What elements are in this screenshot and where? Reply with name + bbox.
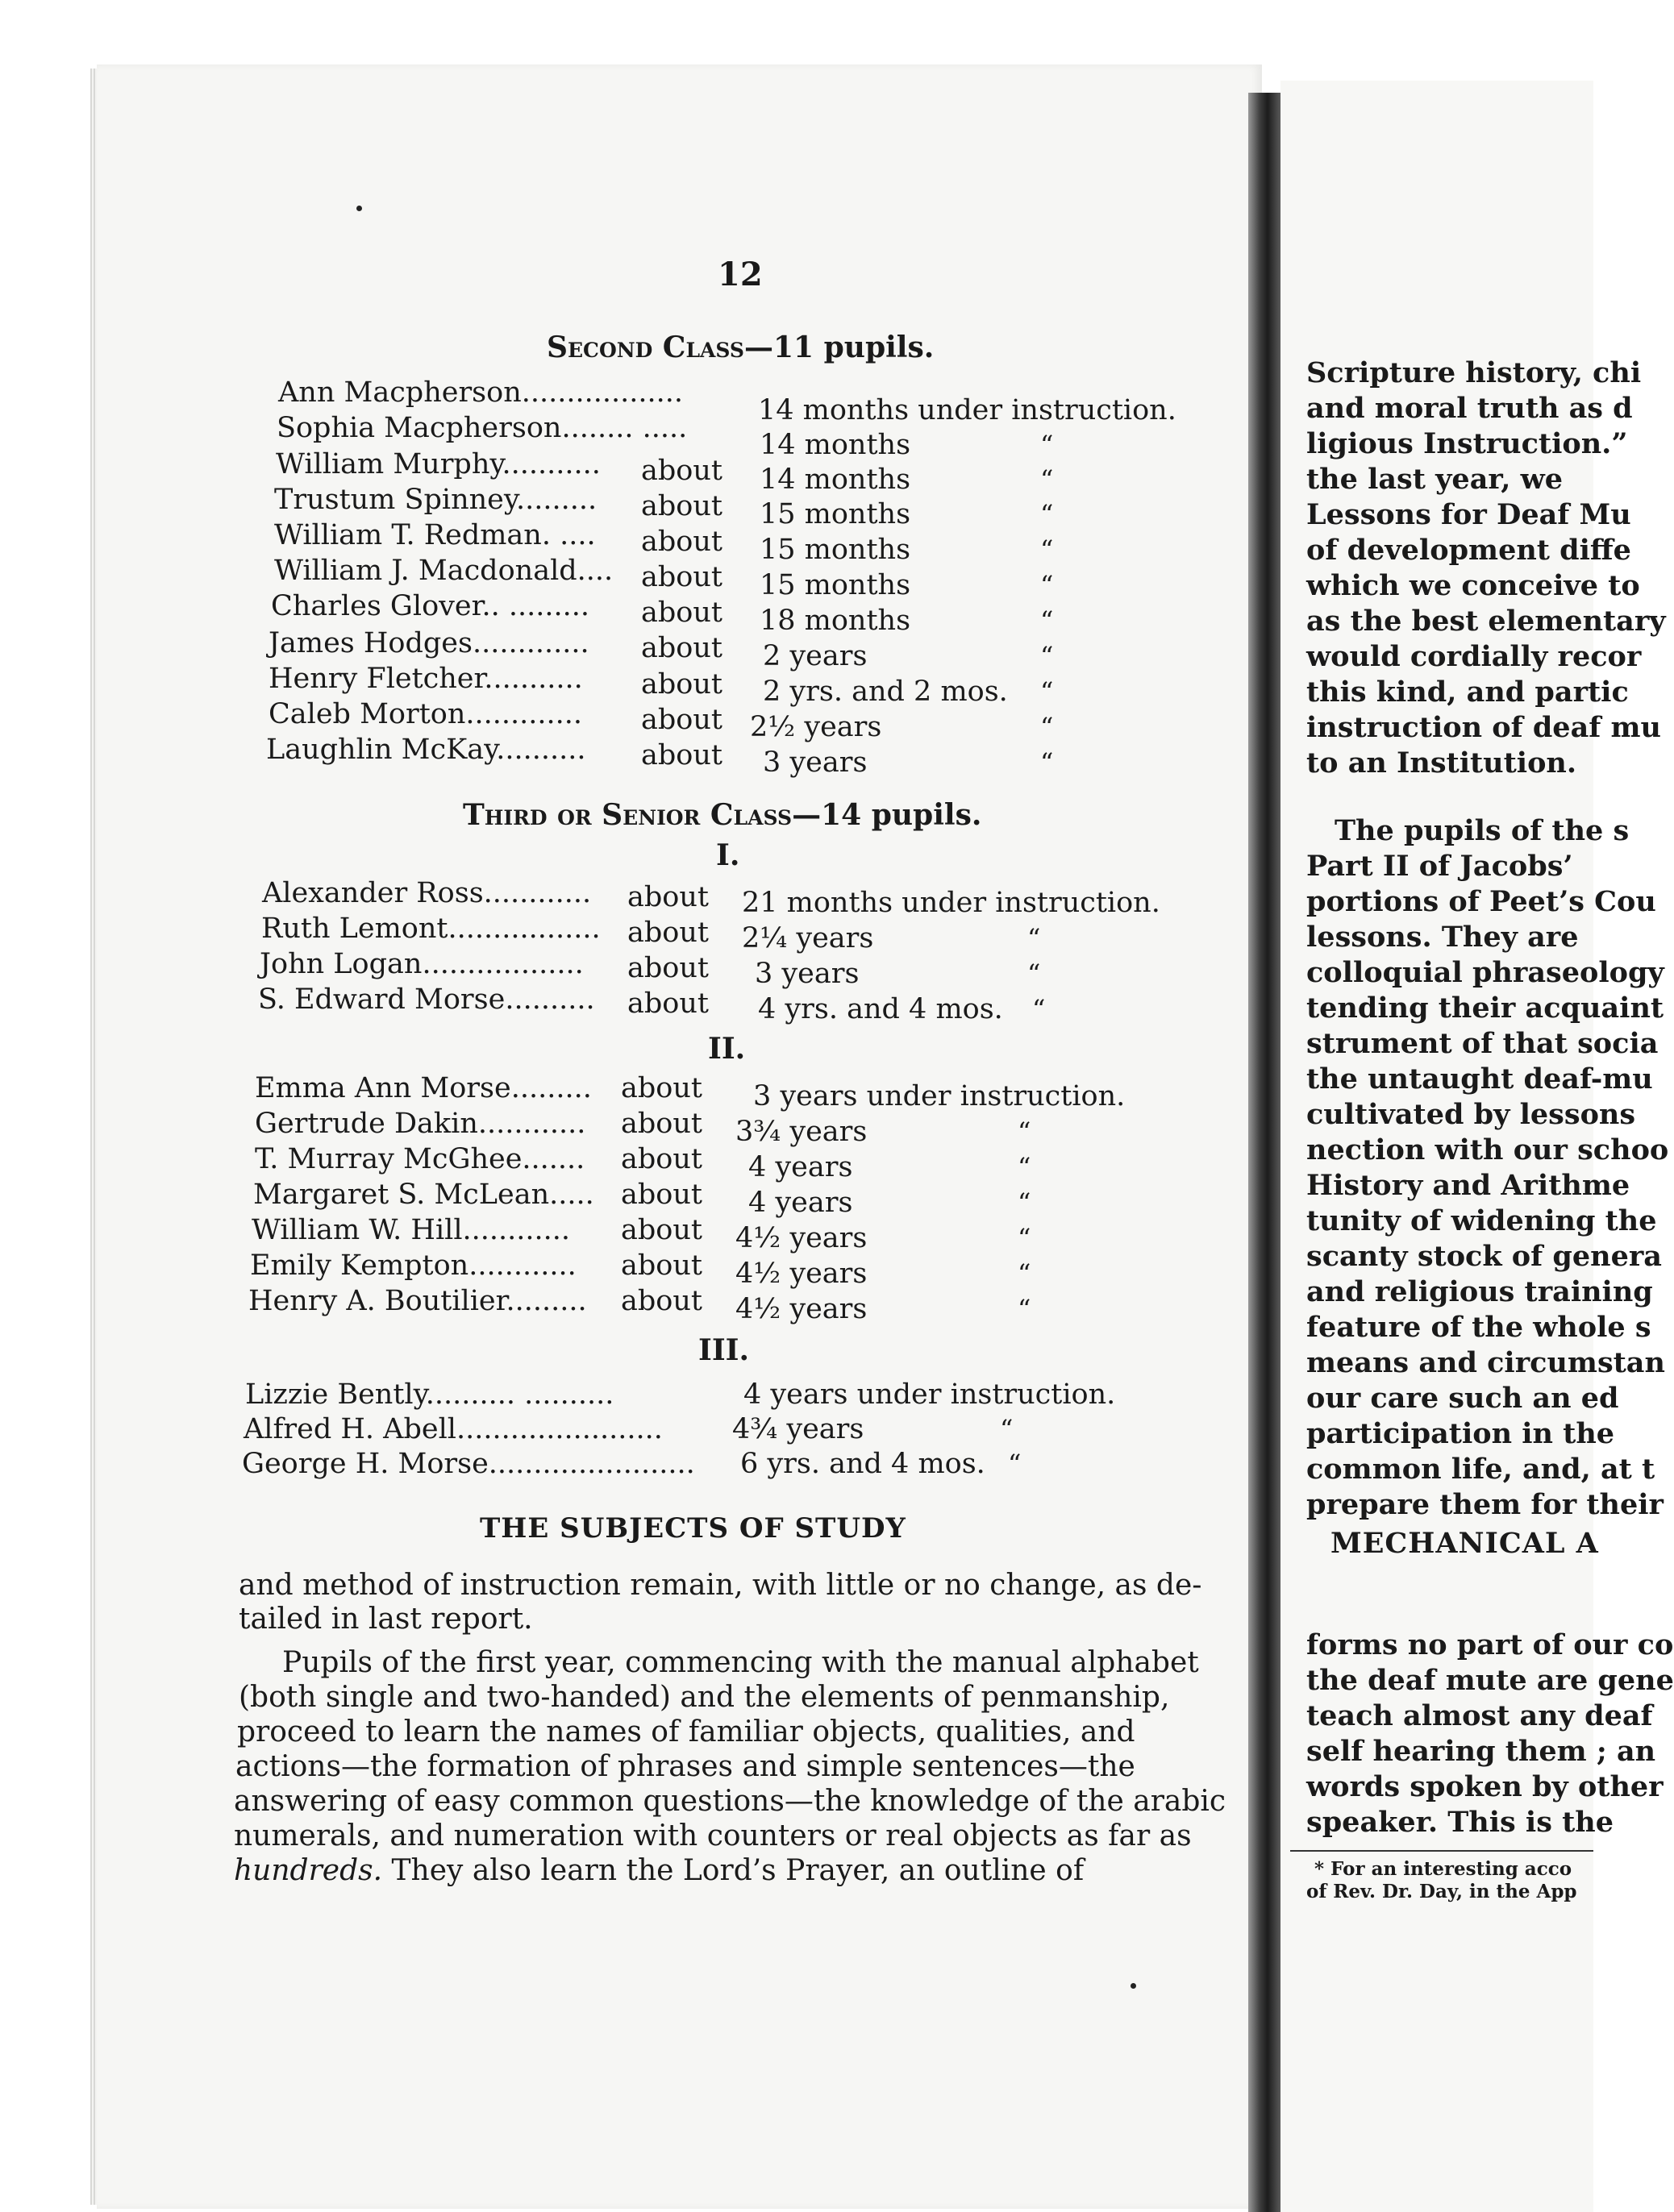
pupil-duration: 15 months (760, 569, 911, 601)
text-line: as the best elementary (1306, 605, 1666, 638)
about-label: about (621, 1179, 702, 1211)
second-class-heading (547, 331, 934, 365)
group-numeral: I. (716, 838, 740, 872)
text-line: self hearing them ; an (1306, 1735, 1656, 1768)
about-label: about (621, 1143, 702, 1175)
pupil-duration: 3 years (763, 746, 868, 779)
pupil-name: William Murphy........... (276, 448, 601, 480)
text-line: prepare them for their (1306, 1488, 1664, 1521)
text-line: (both single and two-handed) and the elements of penmanship, (239, 1681, 1170, 1714)
page-number: 12 (718, 256, 763, 293)
pupil-duration: 3 years (755, 958, 860, 990)
pupil-duration: 4½ years (735, 1258, 868, 1290)
text-line-rest: They also learn the Lord’s Prayer, an outline of (391, 1854, 1085, 1887)
pupil-duration: 3¾ years (735, 1116, 868, 1148)
pupil-duration: 4 years (748, 1187, 853, 1219)
about-label: about (641, 668, 722, 701)
ditto-mark: “ (1000, 1414, 1014, 1445)
pupil-name: William T. Redman. .... (274, 519, 596, 551)
ditto-mark: “ (1040, 747, 1054, 778)
text-line: words spoken by other (1306, 1770, 1664, 1803)
text-line: portions of Peet’s Cou (1306, 885, 1656, 918)
about-label: about (641, 490, 722, 522)
text-line: our care such an ed (1306, 1382, 1619, 1415)
ditto-mark: “ (1040, 712, 1054, 742)
text-line: scanty stock of genera (1306, 1240, 1662, 1273)
pupil-name: Sophia Macpherson........ ..... (277, 412, 688, 444)
pupil-name: Margaret S. McLean..... (253, 1179, 594, 1211)
pupil-duration: 14 months (760, 464, 911, 496)
text-line: Part II of Jacobs’ (1306, 850, 1573, 883)
text-line: History and Arithme (1306, 1169, 1630, 1202)
text-line: tailed in last report. (239, 1603, 533, 1636)
text-line: tending their acquaint (1306, 992, 1664, 1025)
text-line: would cordially recor (1306, 640, 1642, 673)
pupil-duration: 4 years (748, 1151, 853, 1183)
text-line: instruction of deaf mu (1306, 711, 1661, 744)
pupil-name: Laughlin McKay.......... (266, 734, 586, 766)
about-label: about (641, 561, 722, 593)
ditto-mark: “ (1018, 1187, 1031, 1218)
text-line: the untaught deaf-mu (1306, 1062, 1653, 1096)
text-line: means and circumstan (1306, 1346, 1665, 1379)
about-label: about (641, 526, 722, 558)
about-label: about (627, 952, 709, 984)
pupil-name: James Hodges............. (269, 627, 589, 659)
text-line: and religious training (1306, 1275, 1653, 1308)
third-class-heading-label: Third or Senior Class (463, 798, 793, 832)
ditto-mark: “ (1018, 1223, 1031, 1254)
text-line: Pupils of the first year, commencing with the manual alphabet (282, 1646, 1199, 1679)
about-label: about (641, 455, 722, 487)
text-line: colloquial phraseology (1306, 956, 1664, 989)
section-heading: THE SUBJECTS OF STUDY (480, 1512, 906, 1545)
ditto-mark: “ (1040, 499, 1054, 530)
footnote-rule (1290, 1850, 1593, 1852)
text-line: the deaf mute are gene (1306, 1664, 1674, 1697)
pupil-name: George H. Morse....................... (242, 1448, 695, 1480)
ditto-mark: “ (1040, 676, 1054, 707)
pupil-duration: 14 months (760, 429, 911, 461)
about-label: about (641, 704, 722, 736)
text-line: Lessons for Deaf Mu (1306, 498, 1631, 531)
pupil-name: S. Edward Morse.......... (258, 983, 595, 1016)
text-line: Scripture history, chi (1306, 356, 1642, 389)
about-label: about (641, 632, 722, 664)
ditto-mark: “ (1008, 1449, 1022, 1479)
text-line: of development diffe (1306, 534, 1631, 567)
footnote-line: * For an interesting acco (1314, 1858, 1572, 1880)
pupil-name: Caleb Morton............. (269, 698, 583, 730)
speck (1131, 1983, 1136, 1989)
ditto-mark: “ (1018, 1294, 1031, 1324)
ditto-mark: “ (1018, 1258, 1031, 1289)
text-line: teach almost any deaf (1306, 1699, 1653, 1732)
pupil-name: Henry Fletcher........... (269, 663, 583, 695)
about-label: about (621, 1285, 702, 1317)
pupil-duration: 2 years (763, 640, 868, 672)
text-line: The pupils of the s (1335, 814, 1630, 847)
pupil-name: William W. Hill............ (252, 1214, 571, 1246)
pupil-duration: 15 months (760, 498, 911, 530)
group-numeral: II. (708, 1032, 746, 1066)
about-label: about (627, 881, 709, 913)
text-line: forms no part of our co (1306, 1628, 1674, 1661)
book-gutter (1248, 93, 1280, 2212)
text-line: participation in the (1306, 1417, 1615, 1450)
ditto-mark: “ (1018, 1116, 1031, 1147)
text-line: cultivated by lessons (1306, 1098, 1636, 1131)
ditto-mark: “ (1040, 430, 1054, 460)
text-line: lessons. They are (1306, 921, 1579, 954)
text-line: the last year, we (1306, 463, 1564, 496)
ditto-mark: “ (1040, 641, 1054, 672)
ditto-mark: “ (1018, 1152, 1031, 1183)
text-line: speaker. This is the (1306, 1806, 1614, 1839)
pupil-name: William J. Macdonald.... (274, 555, 614, 587)
about-label: about (621, 1072, 702, 1104)
pupil-duration: 4½ years (735, 1293, 868, 1325)
pupil-name: Trustum Spinney......... (274, 484, 598, 516)
pupil-duration: 4 yrs. and 4 mos. (758, 993, 1003, 1025)
pupil-name: Lizzie Bently.......... .......... (245, 1378, 614, 1411)
ditto-mark: “ (1027, 923, 1041, 954)
text-line: which we conceive to (1306, 569, 1640, 602)
text-line: tunity of widening the (1306, 1204, 1657, 1237)
text-line: proceed to learn the names of familiar objects, qualities, and (237, 1715, 1135, 1748)
text-line: and moral truth as d (1306, 392, 1633, 425)
pupil-duration: 6 yrs. and 4 mos. (740, 1448, 985, 1480)
pupil-name: Emily Kempton............ (250, 1249, 577, 1282)
about-label: about (627, 917, 709, 949)
pupil-name: Alfred H. Abell....................... (244, 1413, 663, 1445)
text-line: feature of the whole s (1306, 1311, 1651, 1344)
text-line: ligious Instruction.” (1306, 427, 1628, 460)
pupil-duration: 2½ years (750, 711, 882, 743)
text-line: strument of that socia (1306, 1027, 1659, 1060)
text-line: to an Institution. (1306, 746, 1577, 780)
pupil-name: T. Murray McGhee....... (255, 1143, 585, 1175)
ditto-mark: “ (1040, 464, 1054, 495)
about-label: about (627, 988, 709, 1020)
third-class-heading-count: —14 pupils. (792, 798, 982, 832)
second-class-heading-count: —11 pupils. (743, 331, 935, 364)
about-label: about (621, 1108, 702, 1140)
pupil-duration: 4½ years (735, 1222, 868, 1254)
text-line: this kind, and partic (1306, 676, 1629, 709)
footnote-line: of Rev. Dr. Day, in the App (1306, 1881, 1577, 1902)
section-heading: MECHANICAL A (1330, 1527, 1599, 1560)
pupil-duration: 2 yrs. and 2 mos. (763, 676, 1008, 708)
text-line: answering of easy common questions—the knowledge of the arabic (234, 1785, 1226, 1818)
text-line: and method of instruction remain, with little or no change, as de- (239, 1569, 1202, 1602)
text-line: numerals, and numeration with counters or real objects as far as (234, 1819, 1192, 1852)
pupil-duration: 4 years under instruction. (743, 1378, 1116, 1411)
ditto-mark: “ (1040, 570, 1054, 601)
pupil-duration: 2¼ years (742, 922, 874, 954)
pupil-name: Gertrude Dakin............ (255, 1108, 586, 1140)
pupil-name: John Logan.................. (260, 948, 584, 980)
about-label: about (641, 739, 722, 771)
pupil-name: Ann Macpherson.................. (278, 376, 684, 409)
second-class-heading-label: Second Class (547, 331, 744, 364)
pupil-duration: 4¾ years (732, 1413, 864, 1445)
pupil-name: Ruth Lemont................. (261, 913, 601, 945)
about-label: about (621, 1214, 702, 1246)
third-class-heading (463, 798, 981, 833)
speck (356, 206, 362, 211)
ditto-mark: “ (1040, 534, 1054, 565)
pupil-name: Emma Ann Morse......... (255, 1072, 592, 1104)
text-line (234, 1854, 1084, 1888)
pupil-duration: 21 months under instruction. (742, 887, 1160, 919)
pupil-duration: 3 years under instruction. (753, 1080, 1126, 1112)
ditto-mark: “ (1040, 605, 1054, 636)
ditto-mark: “ (1032, 994, 1046, 1025)
pupil-name: Charles Glover.. ......... (271, 590, 590, 622)
about-label: about (641, 597, 722, 629)
text-line: nection with our schoo (1306, 1133, 1669, 1166)
about-label: about (621, 1249, 702, 1282)
ditto-mark: “ (1027, 958, 1041, 989)
pupil-duration: 14 months under instruction. (758, 394, 1176, 426)
text-line: common life, and, at t (1306, 1453, 1655, 1486)
pupil-duration: 18 months (760, 605, 911, 637)
pupil-name: Henry A. Boutilier......... (248, 1285, 587, 1317)
group-numeral: III. (698, 1333, 750, 1367)
text-line: actions—the formation of phrases and simple sentences—the (235, 1750, 1135, 1783)
pupil-name: Alexander Ross............ (262, 877, 592, 909)
italic-word: hundreds. (234, 1854, 383, 1887)
pupil-duration: 15 months (760, 534, 911, 566)
